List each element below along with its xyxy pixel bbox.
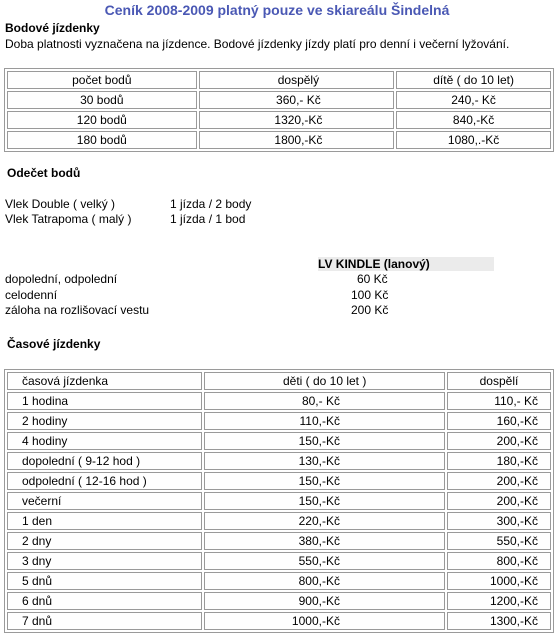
table-cell: 300,-Kč — [447, 512, 551, 530]
deduction-value: 1 jízda / 1 bod — [170, 212, 246, 226]
table-row — [7, 452, 551, 470]
table-cell: 220,-Kč — [204, 512, 445, 530]
kindle-heading: LV KINDLE (lanový) — [318, 257, 430, 271]
kindle-price: 60 Kč — [357, 272, 388, 286]
table-row — [7, 111, 551, 129]
table-cell: 800,-Kč — [204, 572, 445, 590]
table-cell: 360,- Kč — [199, 91, 395, 109]
table-cell: 150,-Kč — [204, 472, 445, 490]
table-cell: 150,-Kč — [204, 432, 445, 450]
table-cell: 80,- Kč — [204, 392, 445, 410]
table-row — [7, 592, 551, 610]
table-cell: 6 dnů — [7, 592, 202, 610]
kindle-price: 100 Kč — [351, 288, 389, 302]
table-cell: 2 dny — [7, 532, 202, 550]
kindle-label: dopolední, odpolední — [5, 272, 118, 286]
table-header-row — [7, 71, 551, 89]
table-row — [7, 472, 551, 490]
table-cell: 5 dnů — [7, 572, 202, 590]
table-cell: 550,-Kč — [447, 532, 551, 550]
kindle-label: záloha na rozlišovací vestu — [5, 303, 150, 317]
table-cell: 200,-Kč — [447, 472, 551, 490]
table-cell: 3 dny — [7, 552, 202, 570]
table-cell: 1080,.-Kč — [396, 131, 551, 149]
table-cell: 240,- Kč — [396, 91, 551, 109]
time-table — [4, 369, 554, 633]
table-cell: 120 bodů — [7, 111, 197, 129]
table-cell: 110,-Kč — [204, 412, 445, 430]
table-cell: 800,-Kč — [447, 552, 551, 570]
table-cell: 30 bodů — [7, 91, 197, 109]
header-cell: časová jízdenka — [7, 372, 202, 390]
table-row — [7, 412, 551, 430]
table-row — [7, 512, 551, 530]
table-row — [7, 131, 551, 149]
table-cell: 110,- Kč — [447, 392, 551, 410]
table-cell: 380,-Kč — [204, 532, 445, 550]
table-cell: 1300,-Kč — [447, 612, 551, 630]
points-table — [4, 68, 554, 152]
table-cell: 2 hodiny — [7, 412, 202, 430]
table-cell: 1320,-Kč — [199, 111, 395, 129]
table-row — [7, 492, 551, 510]
table-cell: dopolední ( 9-12 hod ) — [7, 452, 202, 470]
table-row — [7, 392, 551, 410]
table-row — [7, 552, 551, 570]
table-header-row — [7, 372, 551, 390]
table-cell: 200,-Kč — [447, 492, 551, 510]
deduction-lift: Vlek Double ( velký ) — [5, 197, 116, 211]
header-cell: dospělí — [447, 372, 551, 390]
table-cell: 130,-Kč — [204, 452, 445, 470]
time-heading: Časové jízdenky — [7, 337, 101, 351]
table-cell: 900,-Kč — [204, 592, 445, 610]
deduction-value: 1 jízda / 2 body — [170, 197, 252, 211]
header-cell: dítě ( do 10 let) — [396, 71, 551, 89]
table-cell: 1800,-Kč — [199, 131, 395, 149]
table-row — [7, 612, 551, 630]
header-cell: dospělý — [199, 71, 395, 89]
table-cell: večerní — [7, 492, 202, 510]
table-cell: odpolední ( 12-16 hod ) — [7, 472, 202, 490]
table-cell: 200,-Kč — [447, 432, 551, 450]
table-cell: 1000,-Kč — [447, 572, 551, 590]
header-cell: děti ( do 10 let ) — [204, 372, 445, 390]
table-row — [7, 572, 551, 590]
points-heading: Bodové jízdenky — [5, 21, 100, 35]
table-row — [7, 532, 551, 550]
table-cell: 1 hodina — [7, 392, 202, 410]
deduction-lift: Vlek Tatrapoma ( malý ) — [5, 212, 132, 226]
table-cell: 840,-Kč — [396, 111, 551, 129]
points-note: Doba platnosti vyznačena na jízdence. Bodové jízdenky jízdy platí pro denní i večerní lyžování. — [5, 37, 510, 51]
kindle-price: 200 Kč — [351, 303, 389, 317]
header-cell: počet bodů — [7, 71, 197, 89]
page-title: Ceník 2008-2009 platný pouze ve skiareálu Šindelná — [104, 2, 450, 18]
table-row — [7, 91, 551, 109]
table-cell: 7 dnů — [7, 612, 202, 630]
table-cell: 4 hodiny — [7, 432, 202, 450]
table-cell: 550,-Kč — [204, 552, 445, 570]
table-cell: 180,-Kč — [447, 452, 551, 470]
table-row — [7, 432, 551, 450]
table-cell: 1000,-Kč — [204, 612, 445, 630]
table-cell: 160,-Kč — [447, 412, 551, 430]
table-cell: 1 den — [7, 512, 202, 530]
deduction-heading: Odečet bodů — [7, 166, 81, 180]
table-cell: 1200,-Kč — [447, 592, 551, 610]
table-cell: 180 bodů — [7, 131, 197, 149]
table-cell: 150,-Kč — [204, 492, 445, 510]
kindle-label: celodenní — [5, 288, 58, 302]
